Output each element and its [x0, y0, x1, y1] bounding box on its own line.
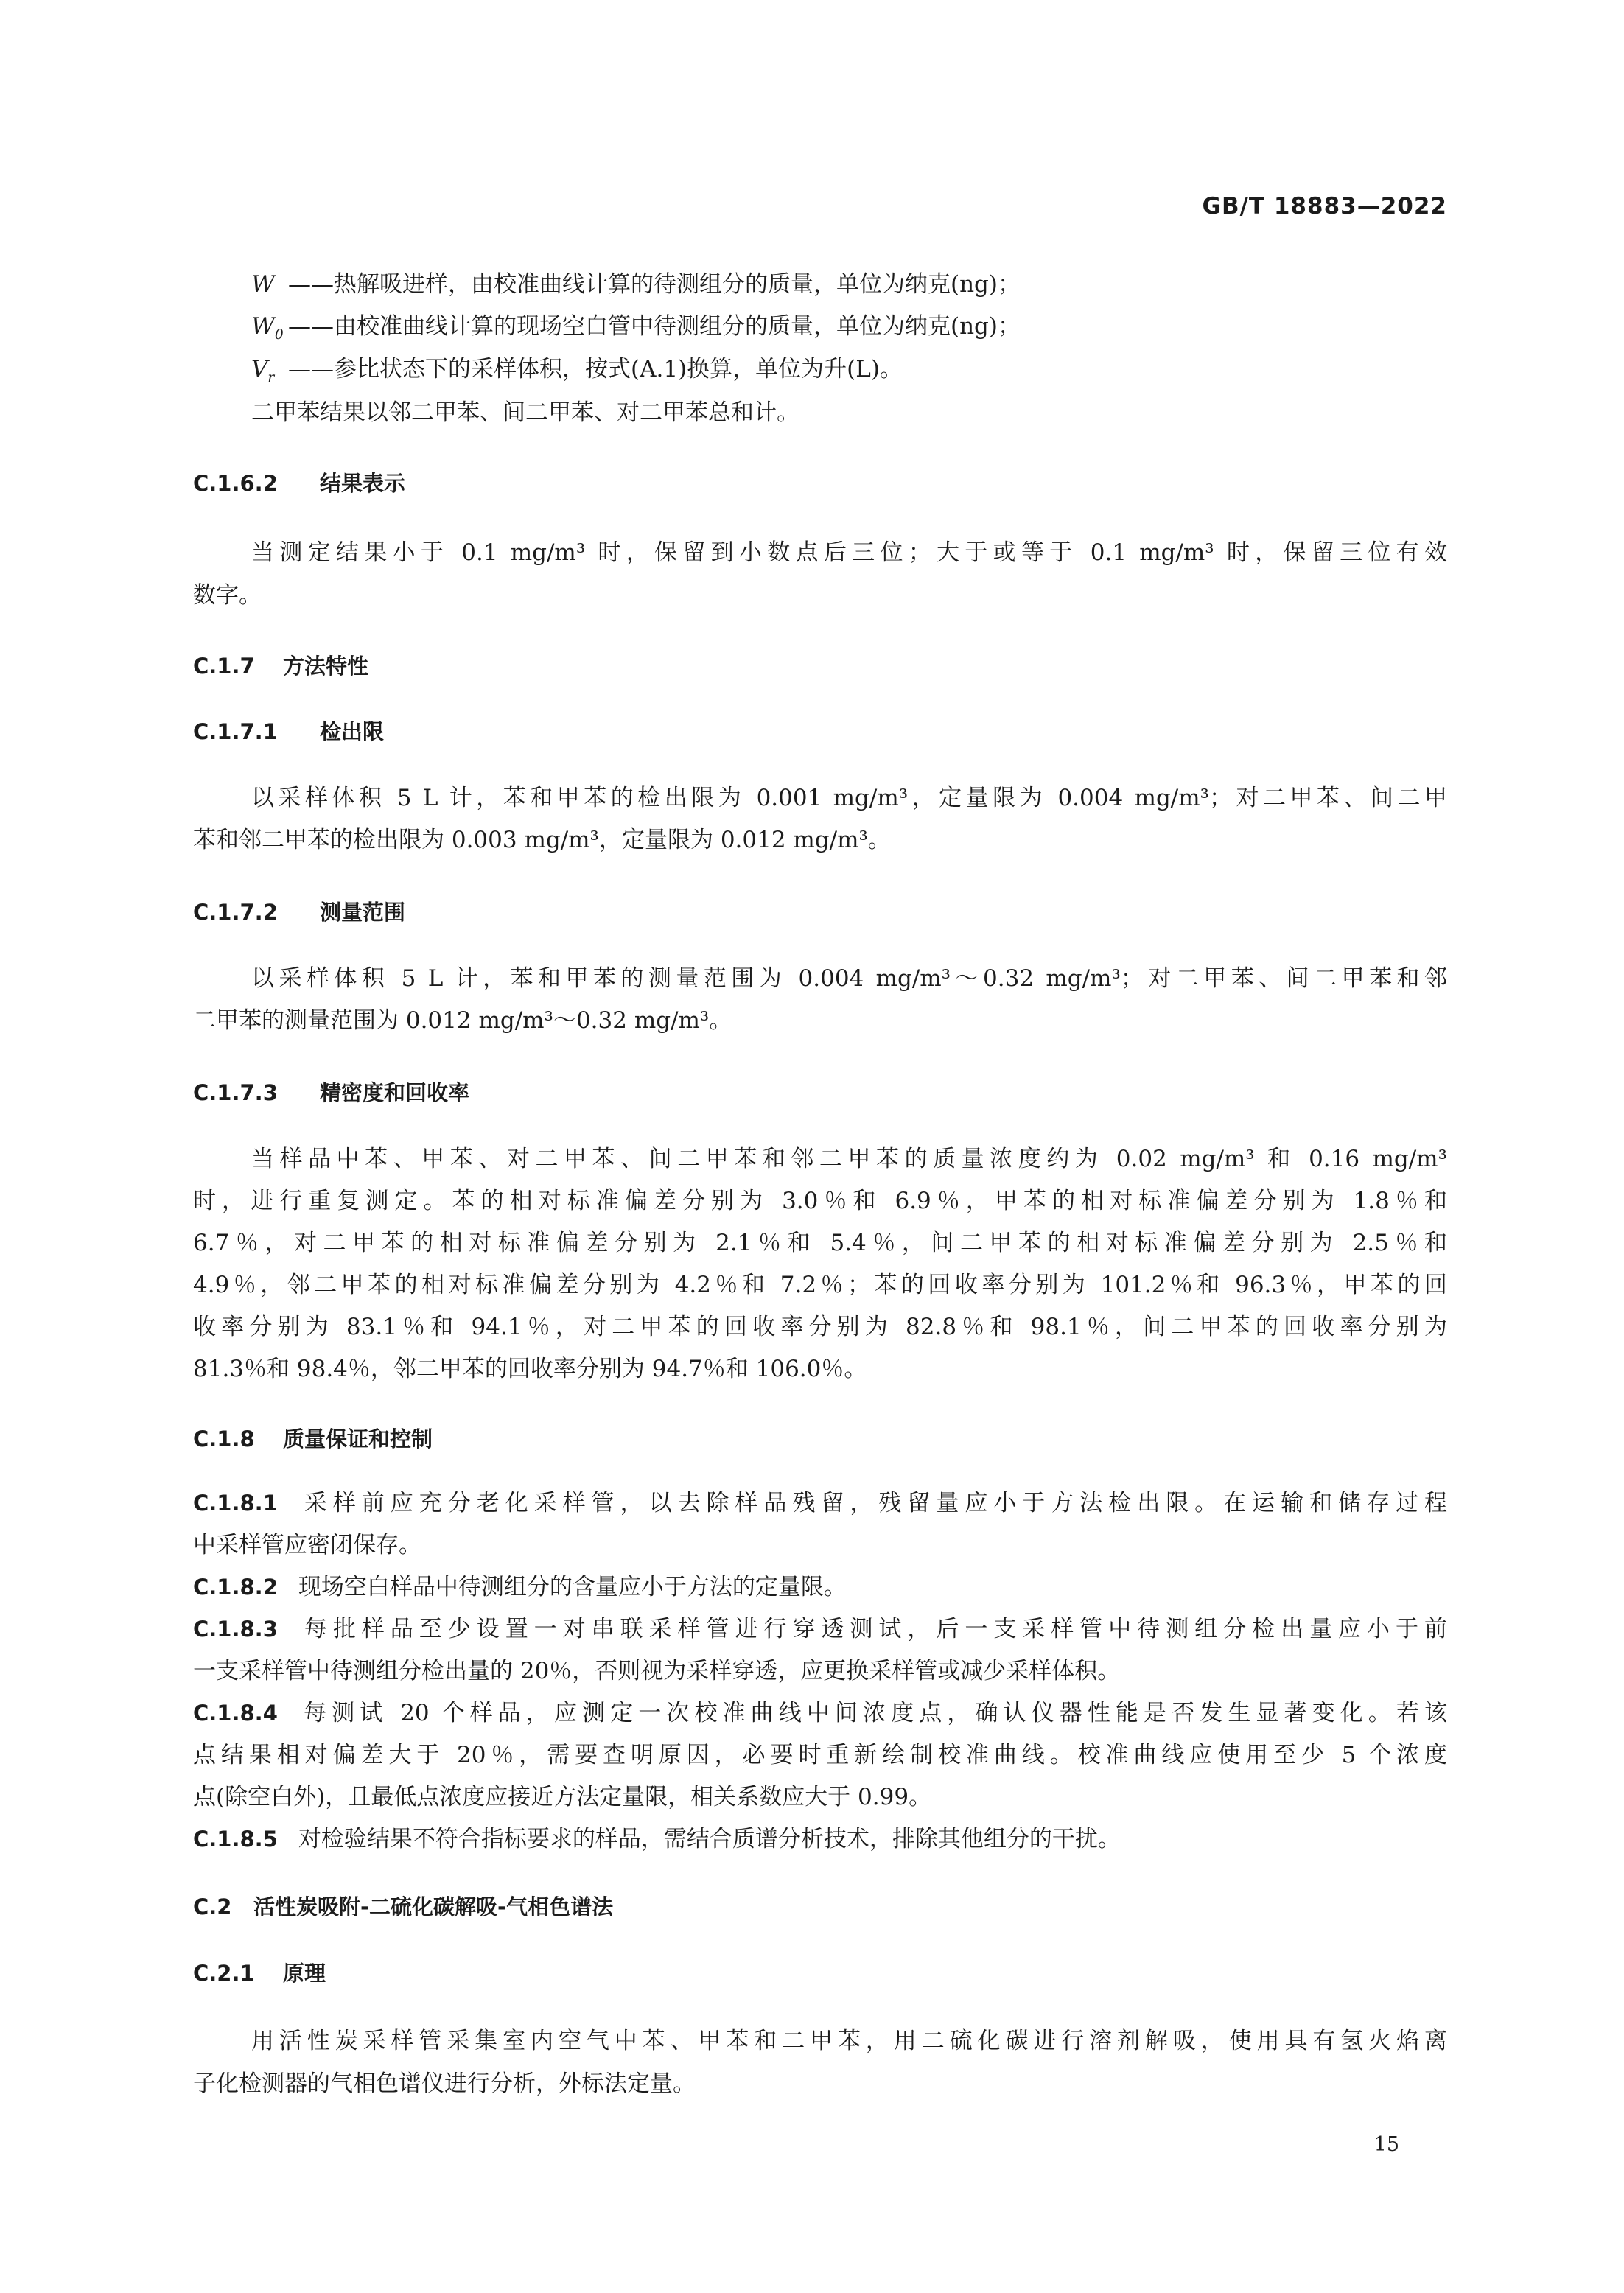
section-heading-c2-1: C.2.1 原理: [193, 1961, 326, 1986]
section-heading-c1-7-2: C.1.7.2 测量范围: [193, 900, 406, 925]
clause-c1-8-2: C.1.8.2 现场空白样品中待测组分的含量应小于方法的定量限。: [193, 1574, 847, 1600]
paragraph-line: 中采样管应密闭保存。: [193, 1532, 421, 1558]
definition-w: W ——热解吸进样，由校准曲线计算的待测组分的质量，单位为纳克(ng)；: [193, 264, 1447, 305]
paragraph-line: 数字。: [193, 582, 262, 609]
paragraph-line: 苯和邻二甲苯的检出限为 0.003 mg/m³，定量限为 0.012 mg/m³。: [193, 827, 891, 853]
page-number: 15: [1373, 2133, 1399, 2156]
clause-c1-8-5: C.1.8.5 对检验结果不符合指标要求的样品，需结合质谱分析技术，排除其他组分的干扰。: [193, 1826, 1121, 1852]
paragraph-line: 6.7％，对二甲苯的相对标准偏差分别为 2.1％和 5.4％，间二甲苯的相对标准偏差分别为 2.5％和: [193, 1230, 1447, 1256]
paragraph-line: 时，进行重复测定。苯的相对标准偏差分别为 3.0％和 6.9％，甲苯的相对标准偏差分别为 1.8％和: [193, 1188, 1447, 1214]
symbol: $W_0$: [251, 313, 284, 343]
paragraph-line: 当样品中苯、甲苯、对二甲苯、间二甲苯和邻二甲苯的质量浓度约为 0.02 mg/m³ 和 0.16 mg/m³: [251, 1146, 1447, 1172]
symbol: $V_r$: [251, 356, 275, 386]
symbol: W: [251, 271, 275, 298]
paragraph-line: 当测定结果小于 0.1 mg/m³ 时，保留到小数点后三位；大于或等于 0.1 mg/m³ 时，保留三位有效: [251, 539, 1447, 566]
paragraph-line: 4.9％，邻二甲苯的相对标准偏差分别为 4.2％和 7.2％；苯的回收率分别为 101.2％和 96.3％，甲苯的回: [193, 1272, 1447, 1298]
clause-c1-8-1: C.1.8.1 采样前应充分老化采样管，以去除样品残留，残留量应小于方法检出限。在运输和储存过程: [193, 1490, 1447, 1516]
section-heading-c1-7: C.1.7 方法特性: [193, 654, 369, 679]
paragraph-line: 以采样体积 5 L 计，苯和甲苯的检出限为 0.001 mg/m³，定量限为 0.004 mg/m³；对二甲苯、间二甲: [251, 785, 1447, 811]
paragraph-line: 子化检测器的气相色谱仪进行分析，外标法定量。: [193, 2070, 696, 2097]
standard-code: GB/T 18883—2022: [1202, 193, 1447, 220]
paragraph-line: 收率分别为 83.1％和 94.1％，对二甲苯的回收率分别为 82.8％和 98.1％，间二甲苯的回收率分别为: [193, 1314, 1447, 1340]
xylene-note: 二甲苯结果以邻二甲苯、间二甲苯、对二甲苯总和计。: [251, 399, 799, 426]
paragraph-line: 一支采样管中待测组分检出量的 20％，否则视为采样穿透，应更换采样管或减少采样体积。: [193, 1658, 1121, 1684]
section-heading-c2: C.2 活性炭吸附-二硫化碳解吸-气相色谱法: [193, 1894, 614, 1919]
section-heading-c1-7-1: C.1.7.1 检出限: [193, 719, 385, 744]
section-heading-c1-8: C.1.8 质量保证和控制: [193, 1426, 433, 1452]
clause-c1-8-3: C.1.8.3 每批样品至少设置一对串联采样管进行穿透测试，后一支采样管中待测组分检出量应小于前: [193, 1616, 1447, 1642]
clause-c1-8-4: C.1.8.4 每测试 20 个样品，应测定一次校准曲线中间浓度点，确认仪器性能是否发生显著变化。若该: [193, 1700, 1447, 1726]
paragraph-line: 用活性炭采样管采集室内空气中苯、甲苯和二甲苯，用二硫化碳进行溶剂解吸，使用具有氢火焰离: [251, 2028, 1447, 2054]
paragraph-line: 二甲苯的测量范围为 0.012 mg/m³～0.32 mg/m³。: [193, 1007, 732, 1034]
paragraph-line: 以采样体积 5 L 计，苯和甲苯的测量范围为 0.004 mg/m³～0.32 mg/m³；对二甲苯、间二甲苯和邻: [251, 965, 1447, 992]
paragraph-line: 81.3％和 98.4％，邻二甲苯的回收率分别为 94.7％和 106.0％。: [193, 1356, 867, 1382]
definition-w0: $W_0$ ——由校准曲线计算的现场空白管中待测组分的质量，单位为纳克(ng)；: [193, 306, 1447, 356]
section-heading-c1-6-2: C.1.6.2 结果表示: [193, 471, 406, 496]
paragraph-line: 点结果相对偏差大于 20％，需要查明原因，必要时重新绘制校准曲线。校准曲线应使用至少 5 个浓度: [193, 1742, 1447, 1768]
paragraph-line: 点(除空白外)，且最低点浓度应接近方法定量限，相关系数应大于 0.99。: [193, 1784, 932, 1810]
section-heading-c1-7-3: C.1.7.3 精密度和回收率: [193, 1080, 470, 1105]
definition-vr: $V_r$ ——参比状态下的采样体积，按式(A.1)换算，单位为升(L)。: [193, 349, 1447, 399]
